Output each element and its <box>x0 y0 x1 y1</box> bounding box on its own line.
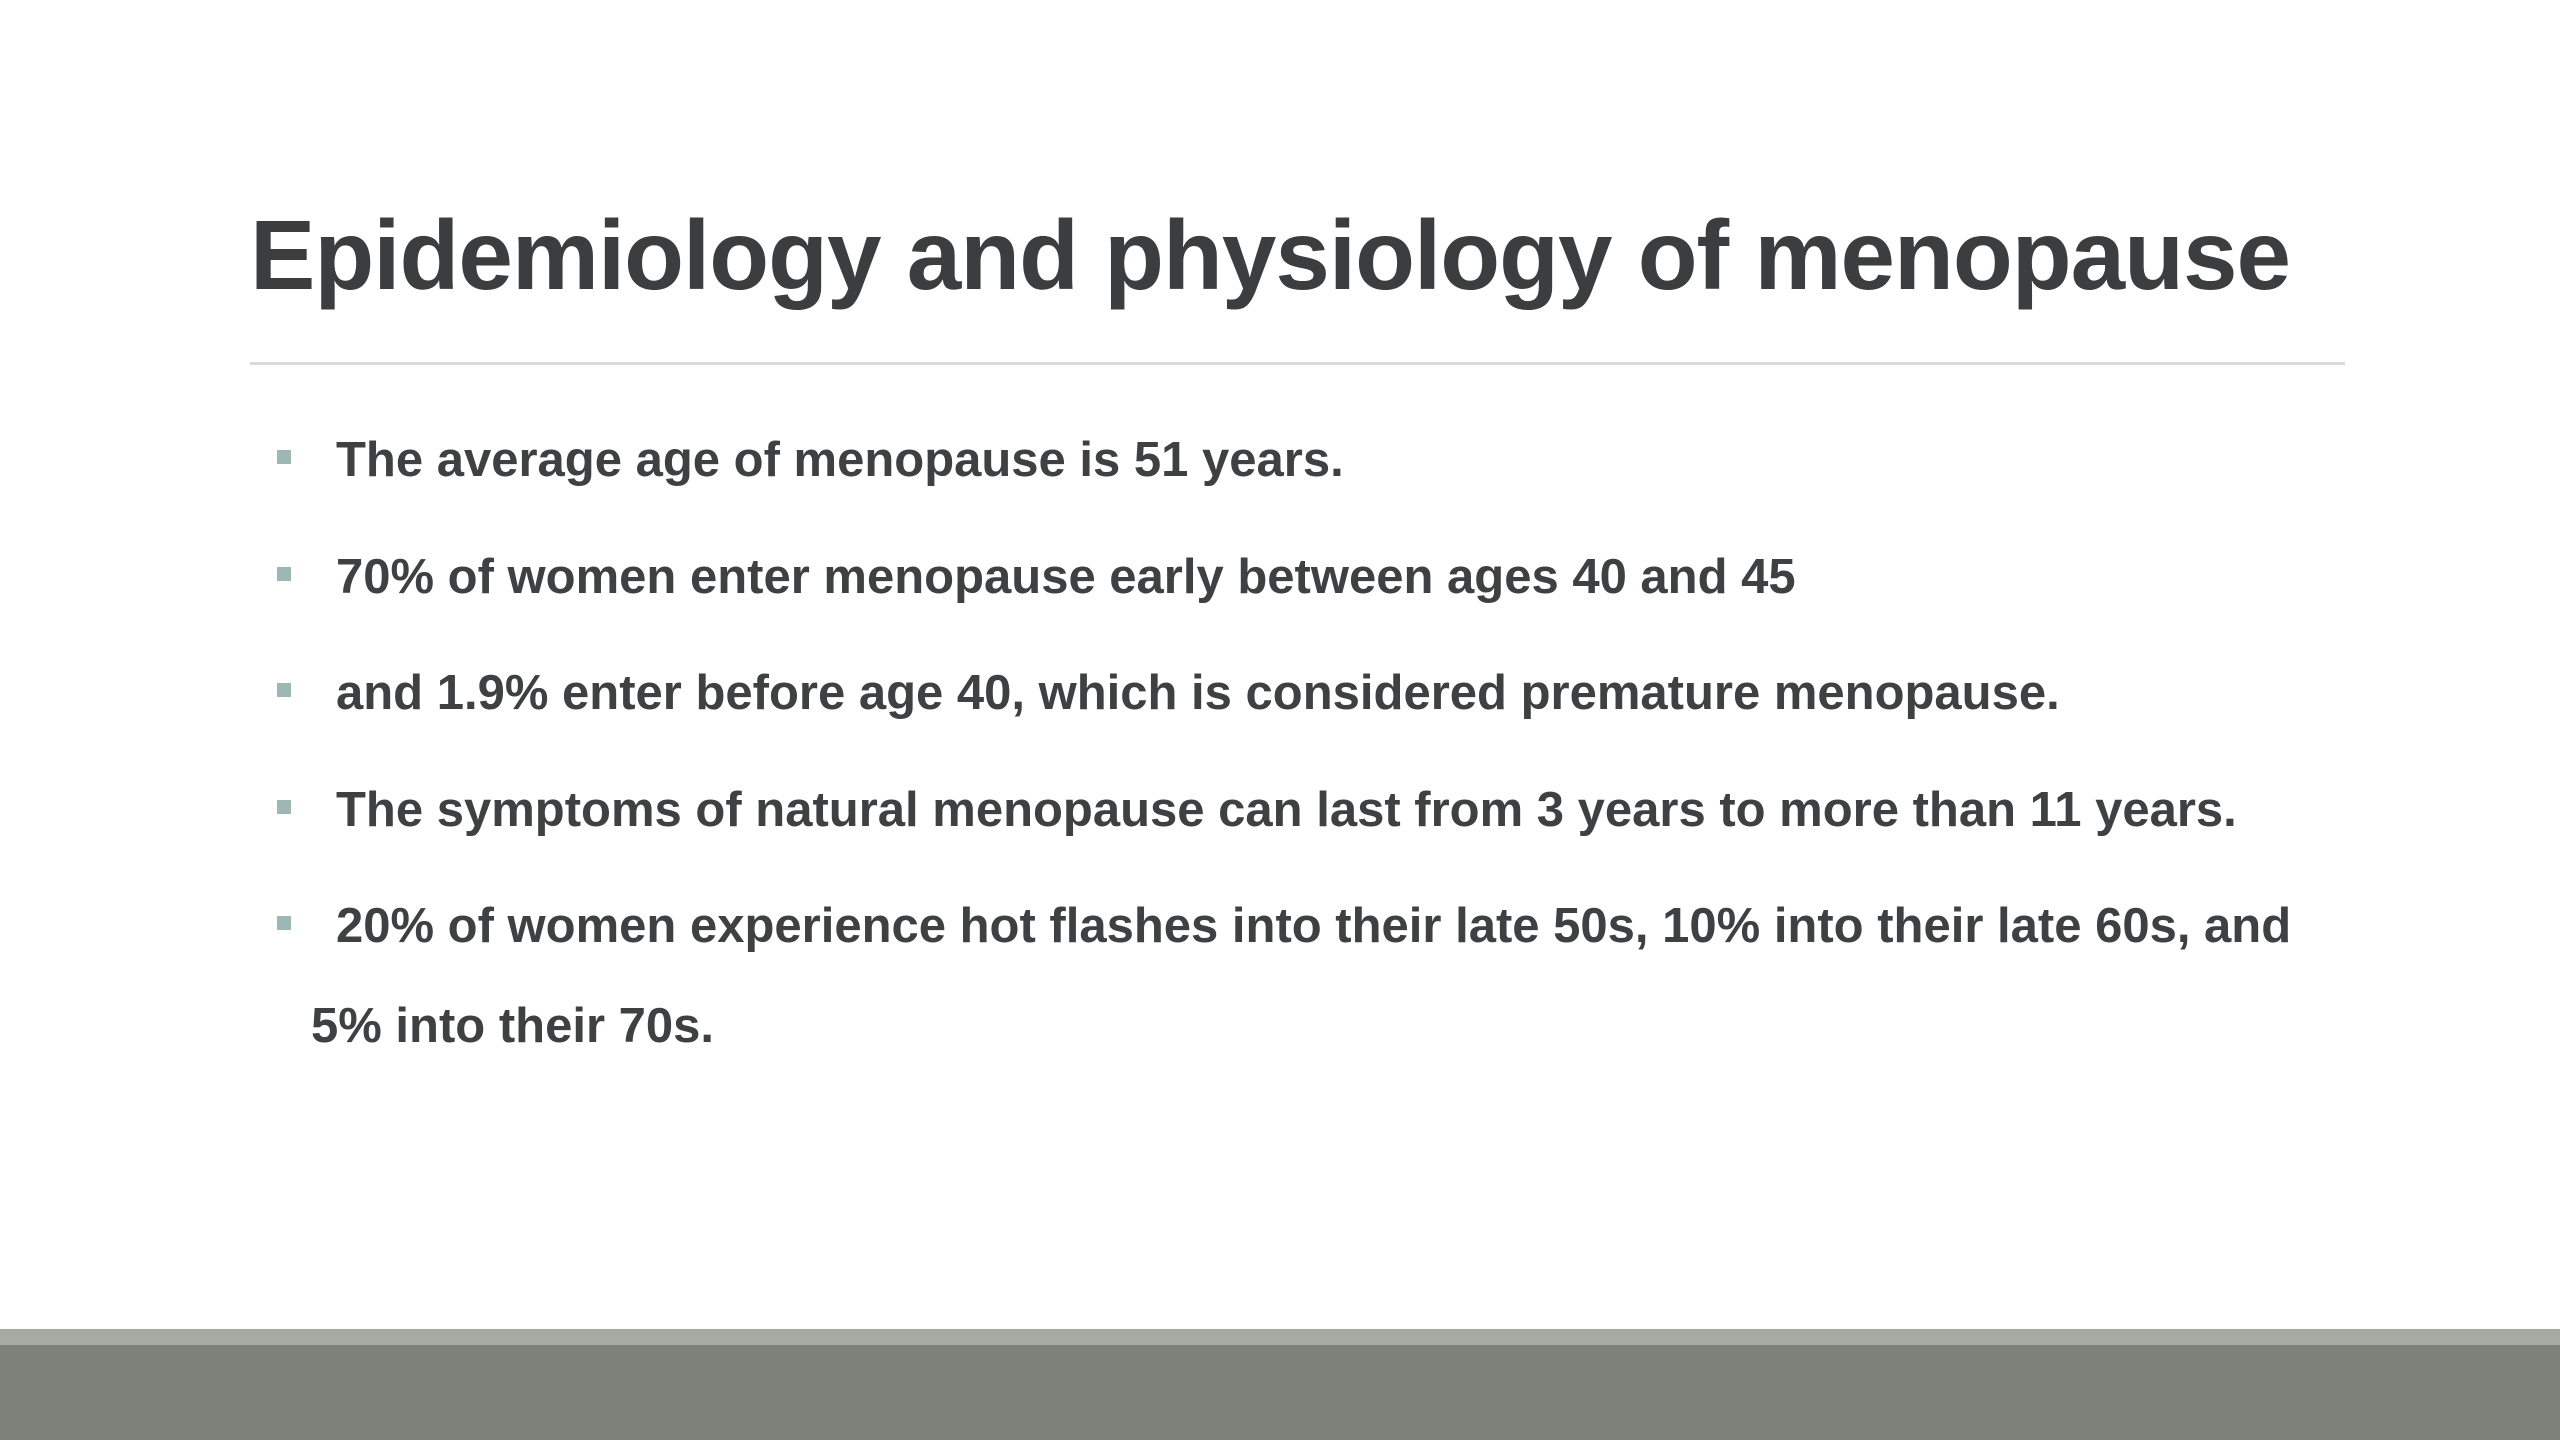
footer-band-dark <box>0 1345 2560 1440</box>
square-bullet-icon <box>277 683 291 697</box>
bullet-text: and 1.9% enter before age 40, which is considered premature menopause. <box>336 666 2060 720</box>
square-bullet-icon <box>277 450 291 464</box>
bullet-text-continuation: 5% into their 70s. <box>311 999 715 1053</box>
bullet-text: The symptoms of natural menopause can last from 3 years to more than 11 years. <box>336 782 2237 837</box>
title-divider <box>250 362 2345 365</box>
bullet-item-early-menopause <box>270 527 2320 627</box>
square-bullet-icon <box>277 567 291 581</box>
slide-title: Epidemiology and physiology of menopause <box>250 200 2291 310</box>
bullet-text: 70% of women enter menopause early between ages 40 and 45 <box>336 549 1796 604</box>
bullet-item-premature-menopause <box>270 643 2320 743</box>
bullet-item-average-age <box>270 410 2320 510</box>
square-bullet-icon <box>277 916 291 930</box>
bullet-list <box>270 410 2320 1093</box>
bullet-text: 20% of women experience hot flashes into their late 50s, 10% into their late 60s, and <box>336 899 2292 953</box>
bullet-item-symptom-duration <box>270 760 2320 860</box>
bullet-text: The average age of menopause is 51 years. <box>336 433 1344 487</box>
footer-band-light <box>0 1329 2560 1345</box>
square-bullet-icon <box>277 800 291 814</box>
bullet-item-hot-flashes <box>270 876 2320 1076</box>
